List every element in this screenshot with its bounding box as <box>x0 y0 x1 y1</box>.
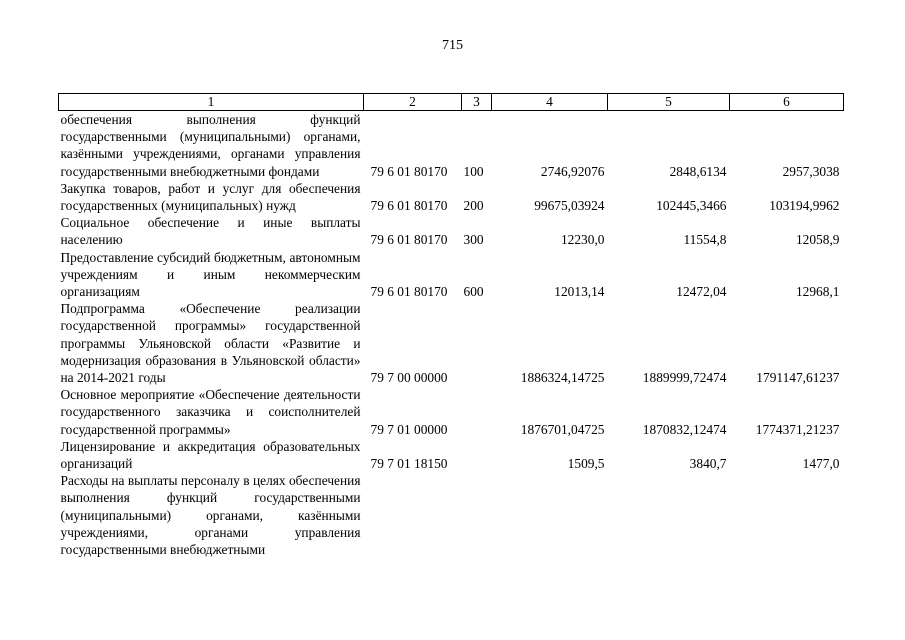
header-col-2: 2 <box>364 94 462 111</box>
budget-table <box>58 93 844 558</box>
row-value-2021 <box>730 472 844 558</box>
row-value-2019: 1876701,04725 <box>520 421 605 437</box>
table-row <box>59 300 844 386</box>
row-vr: 100 <box>463 163 484 179</box>
row-name: Лицензирование и аккредитация образовательных организаций <box>60 438 361 472</box>
row-value-2020: 12472,04 <box>676 284 727 300</box>
row-value-2019: 1886324,14725 <box>520 370 605 386</box>
row-name: обеспечения выполнения функций государственными (муниципальными) органами, казёнными учреждениями, органами управления государственными внебюджетными фондами <box>60 112 361 179</box>
row-value-2019: 12230,0 <box>560 232 605 248</box>
row-vr: 600 <box>463 284 484 300</box>
row-csr: 79 6 01 80170 <box>370 284 448 300</box>
table-row <box>59 386 844 438</box>
row-value-2020: 2848,6134 <box>669 163 727 179</box>
row-name: Подпрограмма «Обеспечение реализации государственной программы» государственной программы Ульяновской области «Развитие и модернизация образования в Ульяновской области» на 2014-2021 годы <box>60 301 361 386</box>
row-value-2019 <box>492 472 608 558</box>
row-csr: 79 7 01 00000 <box>370 421 448 437</box>
row-value-2019: 2746,92076 <box>540 163 605 179</box>
row-csr: 79 6 01 80170 <box>370 232 448 248</box>
header-row <box>59 94 844 111</box>
row-value-2021: 1791147,61237 <box>756 370 840 386</box>
header-col-1: 1 <box>59 94 364 111</box>
row-name: Закупка товаров, работ и услуг для обеспечения государственных (муниципальных) нужд <box>60 180 361 214</box>
row-vr <box>462 386 492 438</box>
row-vr: 300 <box>463 232 484 248</box>
table-row <box>59 472 844 558</box>
row-value-2020: 3840,7 <box>689 456 727 472</box>
header-col-3: 3 <box>462 94 492 111</box>
row-value-2019: 99675,03924 <box>534 198 605 214</box>
table-row <box>59 111 844 180</box>
row-value-2021: 12968,1 <box>795 284 840 300</box>
row-value-2019: 1509,5 <box>567 456 605 472</box>
table-row <box>59 249 844 301</box>
row-name: Основное мероприятие «Обеспечение деятельности государственного заказчика и соисполнителей государственной программы» <box>60 387 361 437</box>
row-value-2020: 1870832,12474 <box>642 421 727 437</box>
row-csr: 79 6 01 80170 <box>370 163 448 179</box>
row-vr <box>462 472 492 558</box>
table-row <box>59 214 844 248</box>
header-col-4: 4 <box>492 94 608 111</box>
row-value-2021: 103194,9962 <box>769 198 840 214</box>
row-value-2021: 1477,0 <box>802 456 840 472</box>
row-vr: 200 <box>463 198 484 214</box>
row-csr: 79 6 01 80170 <box>370 198 448 214</box>
row-value-2020: 102445,3466 <box>656 198 727 214</box>
row-csr: 79 7 01 18150 <box>370 456 448 472</box>
table-row <box>59 180 844 214</box>
page-number: 715 <box>442 38 463 53</box>
header-col-6: 6 <box>730 94 844 111</box>
row-csr <box>364 472 462 558</box>
row-value-2021: 1774371,21237 <box>755 421 840 437</box>
row-value-2019: 12013,14 <box>554 284 605 300</box>
row-name: Предоставление субсидий бюджетным, автономным учреждениям и иным некоммерческим организациям <box>60 249 361 300</box>
row-value-2021: 12058,9 <box>795 232 840 248</box>
row-value-2021: 2957,3038 <box>782 163 840 179</box>
row-vr <box>462 438 492 472</box>
row-name: Расходы на выплаты персоналу в целях обеспечения выполнения функций государственными (муниципальными) органами, казёнными учреждениями, органами управления государственными внебюджетными <box>60 473 361 558</box>
row-value-2020 <box>608 472 730 558</box>
row-name: Социальное обеспечение и иные выплаты населению <box>60 215 361 248</box>
row-value-2020: 1889999,72474 <box>642 370 727 386</box>
row-csr: 79 7 00 00000 <box>370 370 448 386</box>
row-vr <box>462 300 492 386</box>
header-col-5: 5 <box>608 94 730 111</box>
table-row <box>59 438 844 472</box>
row-value-2020: 11554,8 <box>683 232 727 248</box>
